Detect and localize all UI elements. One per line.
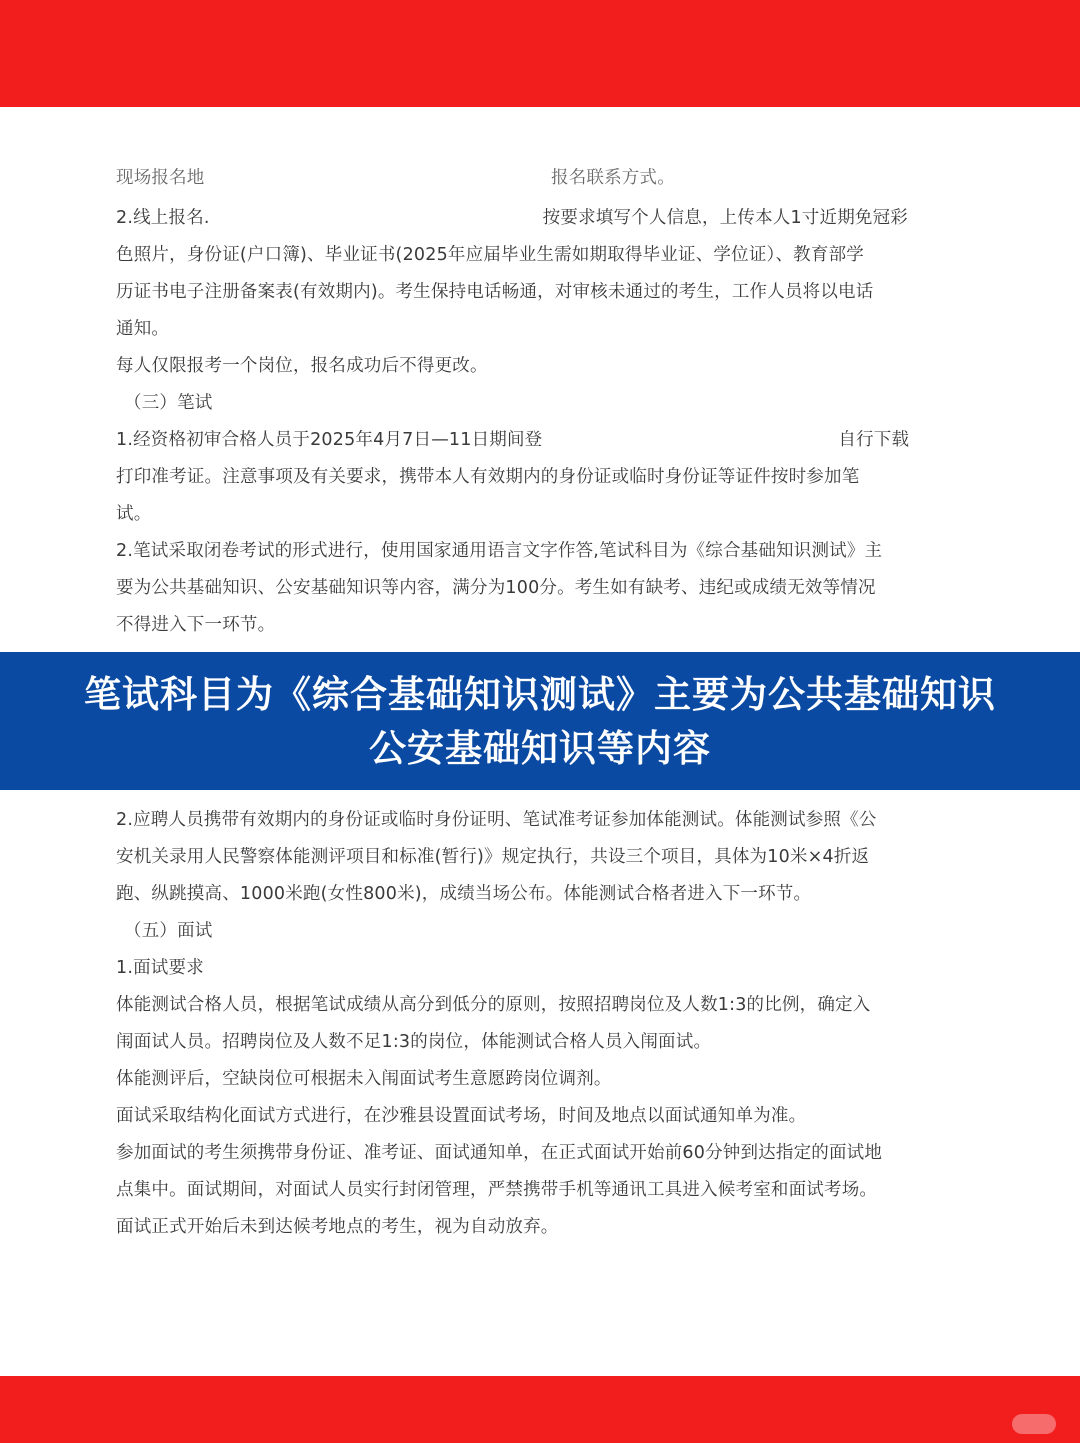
online-registration-line-4: 通知。 (116, 319, 170, 339)
fitness-test-line-1: 2.应聘人员携带有效期内的身份证或临时身份证明、笔试准考证参加体能测试。体能测试参照《公 (116, 810, 877, 830)
written-exam-download-text: 自行下载 (838, 430, 910, 450)
cropped-text-left: 现场报名地 (116, 168, 205, 188)
highlight-banner-line-2: 公安基础知识等内容 (369, 727, 711, 770)
section-written-exam-title: （三）笔试 (124, 393, 213, 413)
written-exam-date-text: 1.经资格初审合格人员于2025年4月7日—11日期间登 (116, 430, 543, 450)
online-registration-line-3: 历证书电子注册备案表(有效期内)。考生保持电话畅通，对审核未通过的考生，工作人员将以电话 (116, 282, 874, 302)
highlight-banner-line-1: 笔试科目为《综合基础知识测试》主要为公共基础知识 (84, 673, 996, 716)
interview-line-4: 面试采取结构化面试方式进行，在沙雅县设置面试考场，时间及地点以面试通知单为准。 (116, 1106, 807, 1126)
written-exam-line-1 (116, 422, 961, 459)
written-exam-line-4: 2.笔试采取闭卷考试的形式进行，使用国家通用语言文字作答,笔试科目为《综合基础知识测试》主 (116, 541, 883, 561)
interview-requirements-heading: 1.面试要求 (116, 958, 204, 978)
fitness-test-line-3: 跑、纵跳摸高、1000米跑(女性800米)，成绩当场公布。体能测试合格者进入下一环节。 (116, 884, 812, 904)
interview-line-6: 点集中。面试期间，对面试人员实行封闭管理，严禁携带手机等通讯工具进入候考室和面试考场。 (116, 1180, 878, 1200)
written-exam-line-5: 要为公共基础知识、公安基础知识等内容，满分为100分。考生如有缺考、违纪或成绩无效等情况 (116, 578, 876, 598)
bottom-red-band (0, 1376, 1080, 1443)
interview-line-1: 体能测试合格人员，根据笔试成绩从高分到低分的原则，按照招聘岗位及人数1:3的比例，确定入 (116, 995, 871, 1015)
fitness-test-line-2: 安机关录用人民警察体能测评项目和标准(暂行)》规定执行，共设三个项目，具体为10米×4折返 (116, 847, 870, 867)
cropped-previous-line (116, 168, 961, 200)
interview-line-7: 面试正式开始后未到达候考地点的考生，视为自动放弃。 (116, 1217, 559, 1237)
online-registration-instruction: 按要求填写个人信息，上传本人1寸近期免冠彩 (542, 208, 909, 228)
online-registration-line-1 (116, 200, 961, 237)
watermark-badge (1012, 1414, 1056, 1434)
document-body-upper (116, 168, 961, 644)
written-exam-line-6: 不得进入下一环节。 (116, 615, 276, 635)
top-red-band (0, 0, 1080, 107)
document-body-lower (116, 802, 961, 1246)
section-interview-title: （五）面试 (124, 921, 213, 941)
online-registration-line-2: 色照片，身份证(户口簿)、毕业证书(2025年应届毕业生需如期取得毕业证、学位证）、教育部学 (116, 245, 864, 265)
written-exam-line-3: 试。 (116, 504, 152, 524)
written-exam-line-2: 打印准考证。注意事项及有关要求，携带本人有效期内的身份证或临时身份证等证件按时参加笔 (116, 467, 860, 487)
one-position-rule: 每人仅限报考一个岗位，报名成功后不得更改。 (116, 356, 488, 376)
online-registration-label: 2.线上报名. (116, 208, 210, 228)
cropped-text-right: 报名联系方式。 (551, 168, 675, 188)
interview-line-5: 参加面试的考生须携带身份证、准考证、面试通知单，在正式面试开始前60分钟到达指定的面试地 (116, 1143, 883, 1163)
highlight-banner (0, 652, 1080, 790)
interview-line-3: 体能测评后，空缺岗位可根据未入闱面试考生意愿跨岗位调剂。 (116, 1069, 612, 1089)
interview-line-2: 闱面试人员。招聘岗位及人数不足1:3的岗位，体能测试合格人员入闱面试。 (116, 1032, 712, 1052)
